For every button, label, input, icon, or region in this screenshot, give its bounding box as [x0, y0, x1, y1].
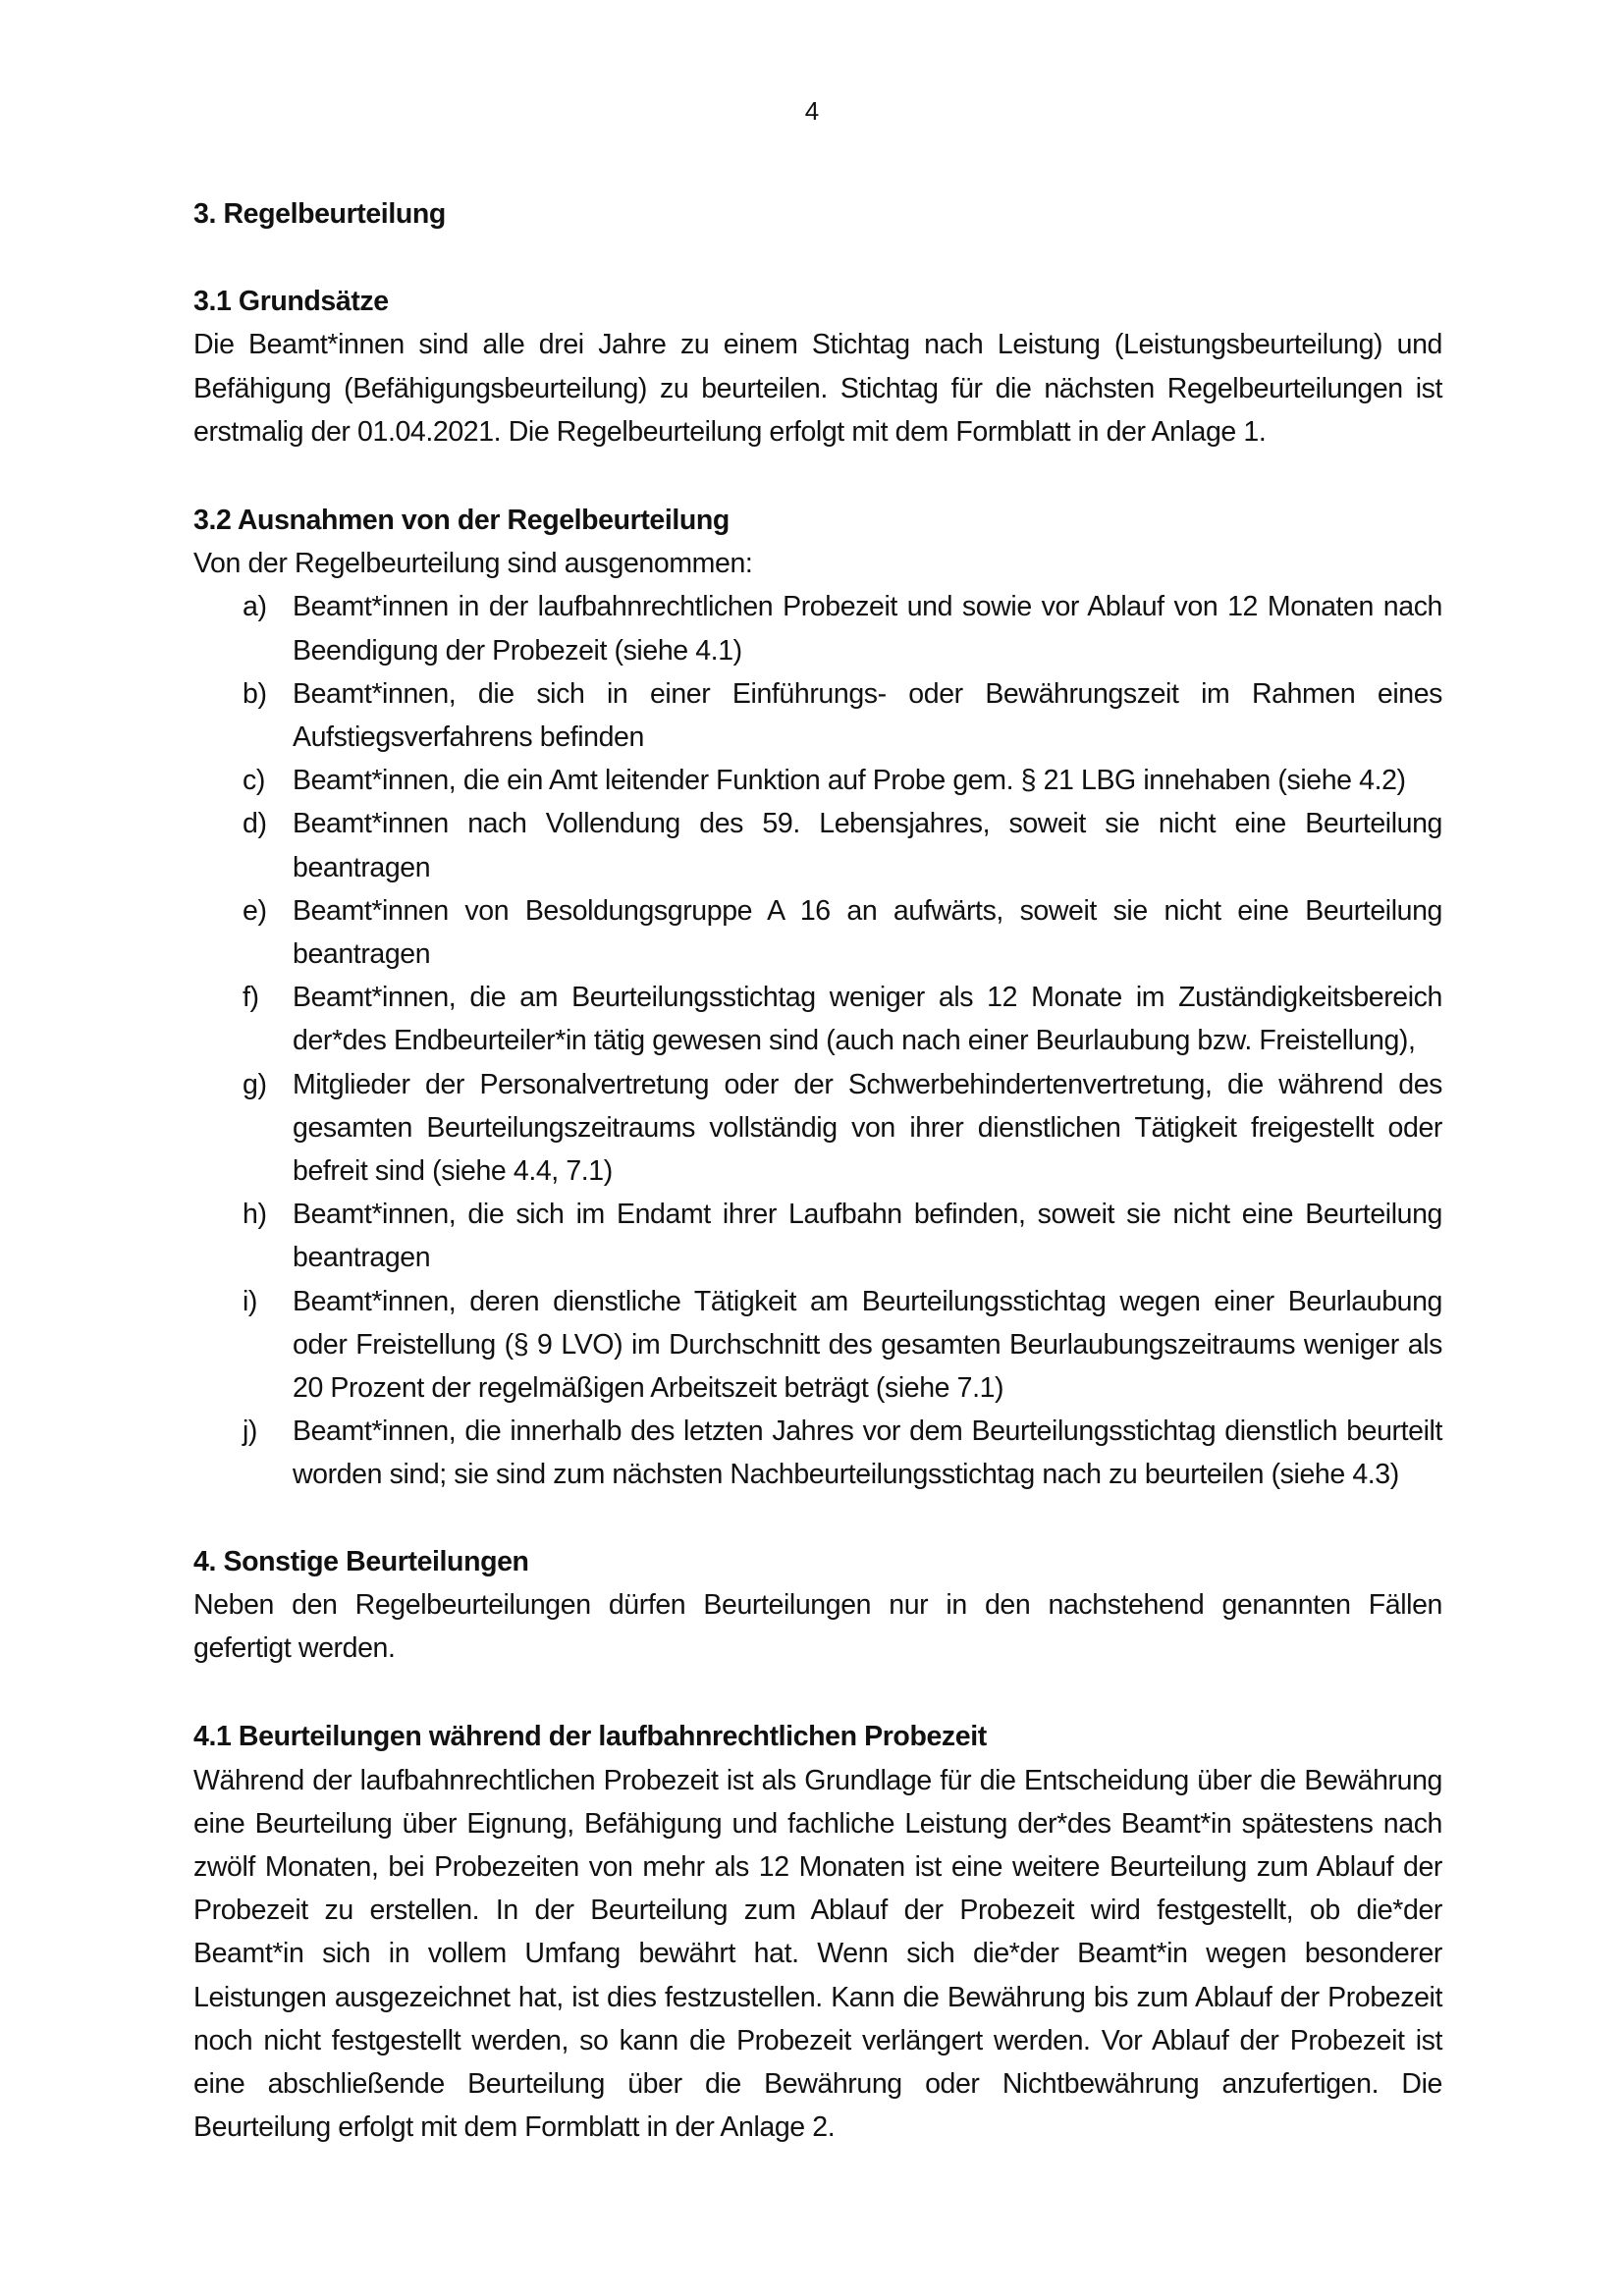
list-item-letter: c)	[243, 765, 265, 797]
section-4-heading: 4. Sonstige Beurteilungen	[193, 1545, 529, 1577]
section-3-1-heading: 3.1 Grundsätze	[193, 286, 389, 318]
spacer	[193, 1670, 1442, 1715]
list-item	[193, 889, 1442, 976]
section-3-2-intro: Von der Regelbeurteilung sind ausgenommen:	[193, 548, 753, 580]
list-item-text: Beamt*innen, deren dienstliche Tätigkeit am Beurteilungsstichtag wegen einer Beurlaubung oder Freistellung (§ 9 LVO) im Durchschnitt des gesamten Beurlaubungszeitraums weniger als 20 Prozent der regelmäßigen Arbeitszeit beträgt (siehe 7.1)	[293, 1285, 1442, 1405]
list-item	[193, 1280, 1442, 1411]
list-item	[193, 1410, 1442, 1496]
document-body	[193, 192, 1442, 2149]
page-number: 4	[804, 96, 820, 126]
section-4-1-heading: 4.1 Beurteilungen während der laufbahnrechtlichen Probezeit	[193, 1721, 987, 1753]
spacer	[193, 454, 1442, 499]
section-3-2-heading: 3.2 Ausnahmen von der Regelbeurteilung	[193, 505, 730, 537]
list-item	[193, 976, 1442, 1062]
list-item	[193, 1193, 1442, 1279]
list-item-letter: j)	[243, 1415, 258, 1448]
list-item-letter: d)	[243, 808, 267, 840]
list-item-text: Mitglieder der Personalvertretung oder der Schwerbehindertenvertretung, die während des gesamten Beurteilungszeitraums vollständig von ihrer dienstlichen Tätigkeit freigestellt oder befreit sind (siehe 4.4, 7.1)	[293, 1068, 1442, 1188]
list-item-text: Beamt*innen in der laufbahnrechtlichen Probezeit und sowie vor Ablauf von 12 Monaten nach Beendigung der Probezeit (siehe 4.1)	[293, 591, 1442, 667]
list-item-text: Beamt*innen, die innerhalb des letzten Jahres vor dem Beurteilungsstichtag dienstlich beurteilt worden sind; sie sind zum nächsten Nachbeurteilungsstichtag nach zu beurteilen (siehe 4.3)	[293, 1415, 1442, 1491]
list-item-text: Beamt*innen, die sich im Endamt ihrer Laufbahn befinden, soweit sie nicht eine Beurteilung beantragen	[293, 1199, 1442, 1274]
list-item-letter: f)	[243, 982, 259, 1014]
section-3-1-paragraph: Die Beamt*innen sind alle drei Jahre zu einem Stichtag nach Leistung (Leistungsbeurteilung) und Befähigung (Befähigungsbeurteilung) zu beurteilen. Stichtag für die nächsten Regelbeurteilungen ist erstmalig der 01.04.2021. Die Regelbeurteilung erfolgt mit dem Formblatt in der Anlage 1.	[193, 329, 1442, 448]
list-item-letter: h)	[243, 1199, 267, 1231]
list-item	[193, 672, 1442, 759]
list-item-letter: e)	[243, 894, 267, 927]
list-item-text: Beamt*innen von Besoldungsgruppe A 16 an aufwärts, soweit sie nicht eine Beurteilung beantragen	[293, 894, 1442, 971]
section-3-heading: 3. Regelbeurteilung	[193, 198, 446, 230]
list-item	[193, 759, 1442, 802]
list-item-text: Beamt*innen, die am Beurteilungsstichtag weniger als 12 Monate im Zuständigkeitsbereich der*des Endbeurteiler*in tätig gewesen sind (auch nach einer Beurlaubung bzw. Freistellung),	[293, 982, 1442, 1057]
list-item-letter: g)	[243, 1068, 267, 1100]
list-item-letter: b)	[243, 677, 267, 710]
exceptions-list	[193, 585, 1442, 1496]
list-item-letter: i)	[243, 1285, 258, 1317]
section-4-1-paragraph: Während der laufbahnrechtlichen Probezeit ist als Grundlage für die Entscheidung über die Bewährung eine Beurteilung über Eignung, Befähigung und fachliche Leistung der*des Beamt*in spätestens nach zwölf Monaten, bei Probezeiten von mehr als 12 Monaten ist eine weitere Beurteilung zum Ablauf der Probezeit zu erstellen. In der Beurteilung zum Ablauf der Probezeit wird festgestellt, ob die*der Beamt*in sich in vollem Umfang bewährt hat. Wenn sich die*der Beamt*in wegen besonderer Leistungen ausgezeichnet hat, ist dies festzustellen. Kann die Bewährung bis zum Ablauf der Probezeit noch nicht festgestellt werden, so kann die Probezeit verlängert werden. Vor Ablauf der Probezeit ist eine abschließende Beurteilung über die Bewährung oder Nichtbewährung anzufertigen. Die Beurteilung erfolgt mit dem Formblatt in der Anlage 2.	[193, 1764, 1442, 2144]
section-4-paragraph: Neben den Regelbeurteilungen dürfen Beurteilungen nur in den nachstehend genannten Fällen gefertigt werden.	[193, 1588, 1442, 1665]
list-item	[193, 1063, 1442, 1194]
spacer	[193, 1497, 1442, 1540]
list-item	[193, 585, 1442, 671]
list-item-letter: a)	[243, 591, 267, 623]
list-item-text: Beamt*innen nach Vollendung des 59. Lebensjahres, soweit sie nicht eine Beurteilung beantragen	[293, 808, 1442, 883]
list-item	[193, 802, 1442, 888]
list-item-text: Beamt*innen, die ein Amt leitender Funktion auf Probe gem. § 21 LBG innehaben (siehe 4.2)	[293, 765, 1406, 797]
list-item-text: Beamt*innen, die sich in einer Einführungs- oder Bewährungszeit im Rahmen eines Aufstiegsverfahrens befinden	[293, 677, 1442, 754]
